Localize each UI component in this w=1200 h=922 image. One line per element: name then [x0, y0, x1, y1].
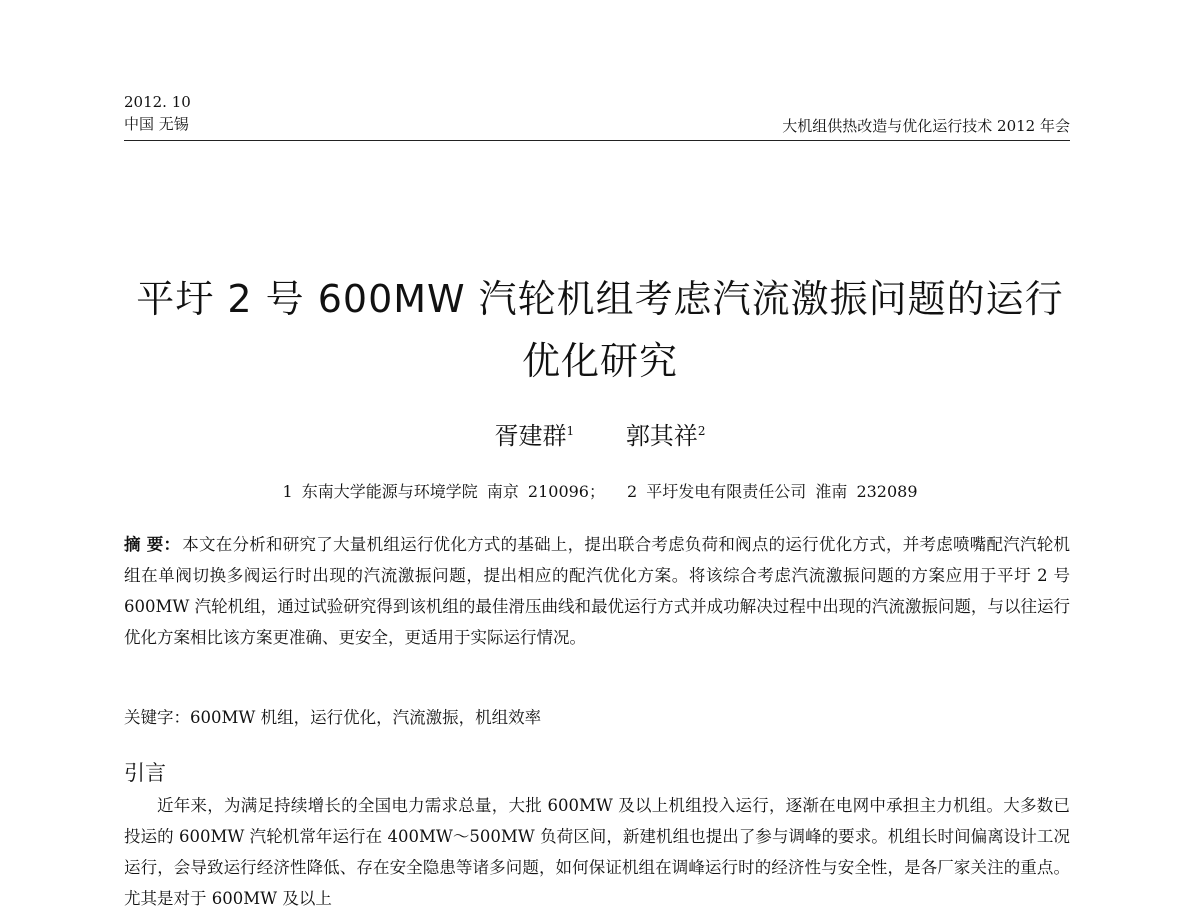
keywords-label: 关键字：	[124, 708, 190, 727]
affiliation-line	[0, 480, 1200, 504]
author-2-name: 郭其祥	[625, 422, 698, 450]
paper-title: 平圩 2 号 600MW 汽轮机组考虑汽流激振问题的运行优化研究	[136, 277, 1064, 383]
introduction-paragraph: 近年来，为满足持续增长的全国电力需求总量，大批 600MW 及以上机组投入运行，逐渐在电网中承担主力机组。大多数已投运的 600MW 汽轮机常年运行在 400MW～500MW 负荷区间，新建机组也提出了参与调峰的要求。机组长时间偏离设计工况运行，会导致运行经济性降低、存在安全隐患等诸多问题，如何保证机组在调峰运行时的经济性与安全性，是各厂家关注的重点。尤其是对于 600MW 及以上	[124, 796, 1070, 908]
keywords-text: 600MW 机组，运行优化，汽流激振，机组效率	[190, 708, 542, 727]
abstract	[124, 529, 1070, 653]
header-left	[124, 91, 191, 135]
header-date: 2012. 10	[124, 93, 191, 111]
author-list	[0, 416, 1200, 451]
affiliation-2: 2 平圩发电有限责任公司 淮南 232089	[627, 482, 918, 501]
header-rule	[124, 140, 1070, 141]
author-1-affil-marker: 1	[566, 424, 575, 438]
author-1	[495, 422, 575, 450]
keywords	[124, 704, 1070, 732]
header-conference: 大机组供热改造与优化运行技术 2012 年会	[782, 117, 1070, 135]
author-2	[626, 422, 706, 450]
affiliation-1: 1 东南大学能源与环境学院 南京 210096；	[282, 482, 605, 501]
header-location: 中国 无锡	[124, 115, 189, 133]
abstract-label: 摘 要：	[124, 535, 181, 554]
author-1-name: 胥建群	[494, 422, 567, 450]
abstract-text: 本文在分析和研究了大量机组运行优化方式的基础上，提出联合考虑负荷和阀点的运行优化方式，并考虑喷嘴配汽汽轮机组在单阀切换多阀运行时出现的汽流激振问题，提出相应的配汽优化方案。将该综合考虑汽流激振问题的方案应用于平圩 2 号 600MW 汽轮机组，通过试验研究得到该机组的最佳滑压曲线和最优运行方式并成功解决过程中出现的汽流激振问题，与以往运行优化方案相比该方案更准确、更安全，更适用于实际运行情况。	[124, 535, 1070, 647]
author-2-affil-marker: 2	[697, 424, 706, 438]
section-title-introduction: 引言	[124, 761, 166, 785]
